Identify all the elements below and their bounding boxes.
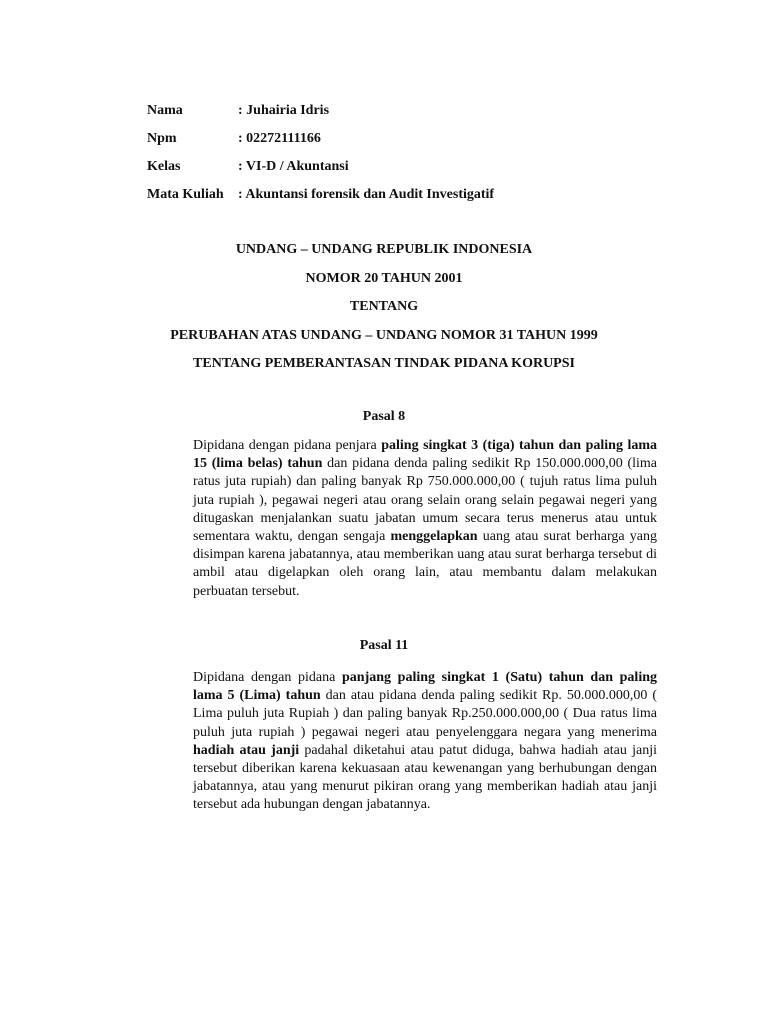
info-row-kelas — [147, 156, 494, 184]
info-value-mata-kuliah: : Akuntansi forensik dan Audit Investigatif — [238, 187, 495, 202]
info-row-mata-kuliah — [147, 184, 494, 212]
pasal-11-bold-1: panjang paling singkat 1 (Satu) tahun dan paling lama 5 (Lima) tahun — [193, 670, 658, 704]
info-label-npm: Npm — [147, 131, 177, 146]
pasal-8-bold-1: paling singkat 3 (tiga) tahun dan paling lama 15 (lima belas) tahun — [193, 438, 657, 472]
heading-line-subject: TENTANG PEMBERANTASAN TINDAK PIDANA KORUPSI — [193, 356, 575, 371]
pasal-11-bold-2: hadiah atau janji — [193, 742, 300, 758]
heading-line-tentang: TENTANG — [349, 299, 419, 314]
info-label-nama: Nama — [147, 103, 183, 118]
pasal-8-text-1: Dipidana dengan pidana penjara — [193, 438, 382, 453]
heading-line-law: UNDANG – UNDANG REPUBLIK INDONESIA — [235, 242, 533, 257]
info-value-kelas: : VI-D / Akuntansi — [238, 159, 349, 174]
pasal-8-title: Pasal 8 — [362, 409, 406, 424]
pasal-11-text-3: padahal diketahui atau patut diduga, bahwa hadiah atau janji tersebut diberikan karena kekuasaan atau kewenangan yang berhubungan dengan jabatannya, atau yang menurut pikiran orang yang memberikan hadiah atau janji tersebut ada hubungan dengan jabatannya. — [193, 742, 657, 813]
pasal-11-paragraph — [193, 669, 657, 815]
document-heading — [0, 239, 768, 382]
info-value-npm: : 02272111166 — [238, 131, 321, 146]
pasal-11-title: Pasal 11 — [359, 638, 409, 653]
student-info — [147, 100, 494, 212]
info-row-npm — [147, 128, 494, 156]
info-label-mata-kuliah: Mata Kuliah — [147, 187, 224, 202]
pasal-8-paragraph — [193, 437, 657, 601]
pasal-8-bold-2: menggelapkan — [390, 529, 478, 545]
pasal-8-text-3: uang atau surat berharga yang disimpan karena jabatannya, atau memberikan uang atau surat berharga tersebut di ambil atau digelapkan oleh orang lain, atau membantu dalam melakukan perbuatan tersebut. — [193, 529, 658, 599]
pasal-8-text-2: dan pidana denda paling sedikit Rp 150.000.000,00 (lima ratus juta rupiah) dan paling banyak Rp 750.000.000,00 ( tujuh ratus lima puluh juta rupiah ), pegawai negeri atau orang selain orang selain pegawai negeri yang ditugaskan menjalankan suatu jabatan umum secara terus menerus atau untuk sementara waktu, dengan sengaja — [193, 456, 658, 545]
heading-line-perubahan: PERUBAHAN ATAS UNDANG – UNDANG NOMOR 31 TAHUN 1999 — [170, 327, 598, 343]
pasal-11-text-2: dan atau pidana denda paling sedikit Rp. 50.000.000,00 ( Lima puluh juta Rupiah ) dan paling banyak Rp.250.000.000,00 ( Dua ratus lima puluh juta rupiah ) pegawai negeri atau penyelenggara negara yang menerima — [193, 688, 657, 740]
pasal-11-text-1: Dipidana dengan pidana — [193, 670, 343, 685]
info-row-nama — [147, 100, 494, 128]
heading-line-number: NOMOR 20 TAHUN 2001 — [305, 270, 463, 286]
info-value-nama: : Juhairia Idris — [238, 103, 330, 118]
info-label-kelas: Kelas — [147, 159, 181, 174]
